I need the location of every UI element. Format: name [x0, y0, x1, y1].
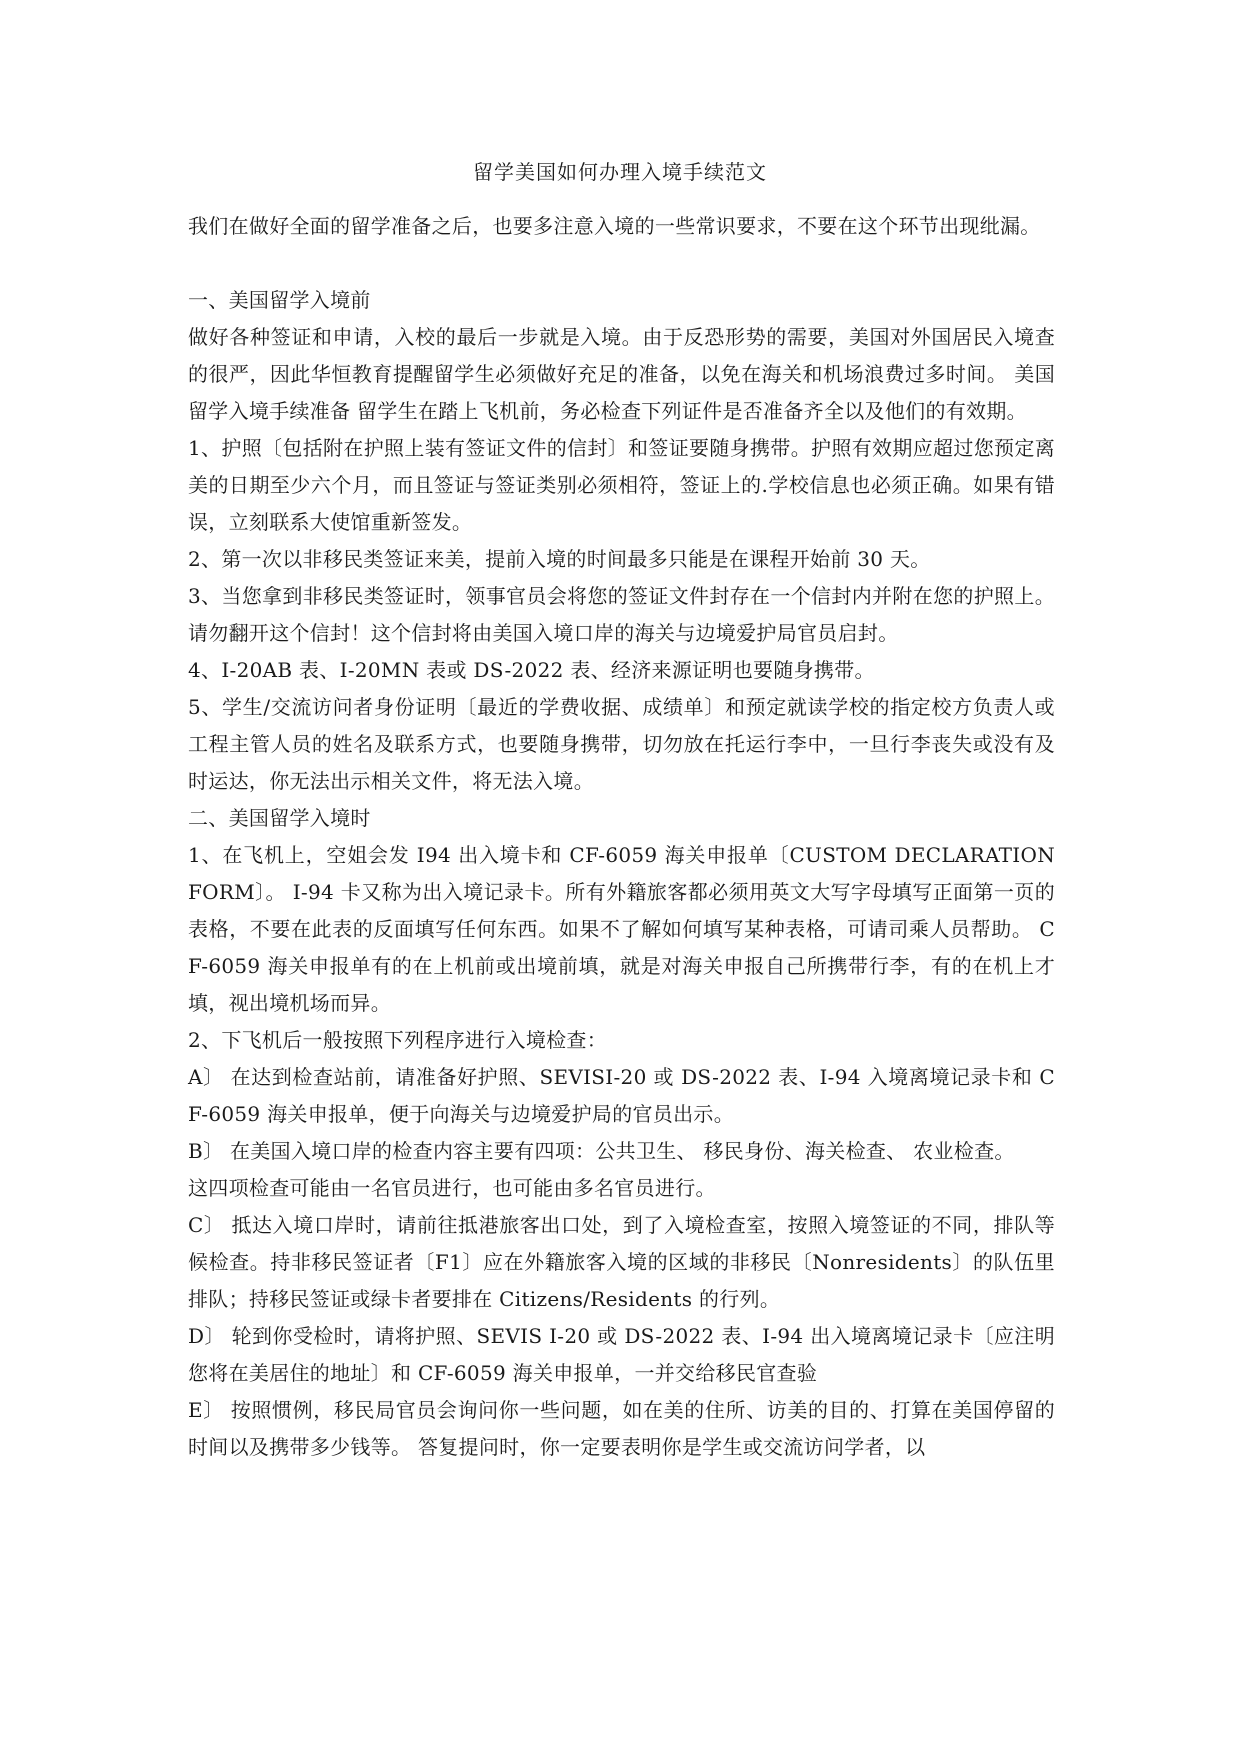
list-item: C〕 抵达入境口岸时，请前往抵港旅客出口处，到了入境检查室，按照入境签证的不同，排队等候检查。持非移民签证者〔F1〕应在外籍旅客入境的区域的非移民〔Nonresidents〕的队伍里排队；持移民签证或绿卡者要排在 Citizens/Residents 的行列。: [188, 1213, 1055, 1311]
document-body: [188, 208, 1055, 1466]
list-item: 4、I-20AB 表、I-20MN 表或 DS-2022 表、经济来源证明也要随身携带。: [188, 658, 875, 682]
list-item: A〕 在达到检查站前，请准备好护照、SEVISI-20 或 DS-2022 表、I-94 入境离境记录卡和 CF-6059 海关申报单，便于向海关与边境爱护局的官员出示。: [188, 1065, 1055, 1126]
list-item: 3、当您拿到非移民类签证时，领事官员会将您的签证文件封存在一个信封内并附在您的护照上。请勿翻开这个信封！这个信封将由美国入境口岸的海关与边境爱护局官员启封。: [188, 584, 1055, 645]
list-item: 5、学生/交流访问者身份证明〔最近的学费收据、成绩单〕和预定就读学校的指定校方负责人或工程主管人员的姓名及联系方式，也要随身携带，切勿放在托运行李中，一旦行李丧失或没有及时运达，你无法出示相关文件，将无法入境。: [188, 695, 1055, 793]
list-item: D〕 轮到你受检时，请将护照、SEVIS I-20 或 DS-2022 表、I-94 出入境离境记录卡〔应注明您将在美居住的地址〕和 CF-6059 海关申报单，一并交给移民官查验: [188, 1324, 1055, 1385]
section-heading-before-entry: 一、美国留学入境前: [188, 288, 371, 312]
paragraph: 做好各种签证和申请，入校的最后一步就是入境。由于反恐形势的需要，美国对外国居民入境查的很严，因此华恒教育提醒留学生必须做好充足的准备，以免在海关和机场浪费过多时间。 美国留学入境手续准备 留学生在踏上飞机前，务必检查下列证件是否准备齐全以及他们的有效期。: [188, 325, 1055, 423]
document-title: 留学美国如何办理入境手续范文: [473, 160, 767, 184]
list-item: 1、在飞机上，空姐会发 I94 出入境卡和 CF-6059 海关申报单〔CUSTOM DECLARATION FORM〕。 I-94 卡又称为出入境记录卡。所有外籍旅客都必须用英文大写字母填写正面第一页的表格，不要在此表的反面填写任何东西。如果不了解如何填写某种表格，可请司乘人员帮助。 CF-6059 海关申报单有的在上机前或出境前填，就是对海关申报自己所携带行李，有的在机上才填，视出境机场而异。: [188, 843, 1055, 1015]
paragraph-intro: 我们在做好全面的留学准备之后，也要多注意入境的一些常识要求，不要在这个环节出现纰漏。: [188, 214, 1041, 238]
list-item: E〕 按照惯例，移民局官员会询问你一些问题，如在美的住所、访美的目的、打算在美国停留的时间以及携带多少钱等。 答复提问时，你一定要表明你是学生或交流访问学者，以: [188, 1398, 1055, 1459]
blank-line: [188, 245, 1055, 282]
list-item: 2、下飞机后一般按照下列程序进行入境检查：: [188, 1028, 608, 1052]
paragraph: 这四项检查可能由一名官员进行，也可能由多名官员进行。: [188, 1176, 716, 1200]
list-item: 1、护照〔包括附在护照上装有签证文件的信封〕和签证要随身携带。护照有效期应超过您预定离美的日期至少六个月，而且签证与签证类别必须相符，签证上的.学校信息也必须正确。如果有错误，立刻联系大使馆重新签发。: [188, 436, 1055, 534]
section-heading-at-entry: 二、美国留学入境时: [188, 806, 371, 830]
list-item: B〕 在美国入境口岸的检查内容主要有四项：公共卫生、 移民身份、海关检查、 农业检查。: [188, 1139, 1015, 1163]
list-item: 2、第一次以非移民类签证来美，提前入境的时间最多只能是在课程开始前 30 天。: [188, 547, 931, 571]
